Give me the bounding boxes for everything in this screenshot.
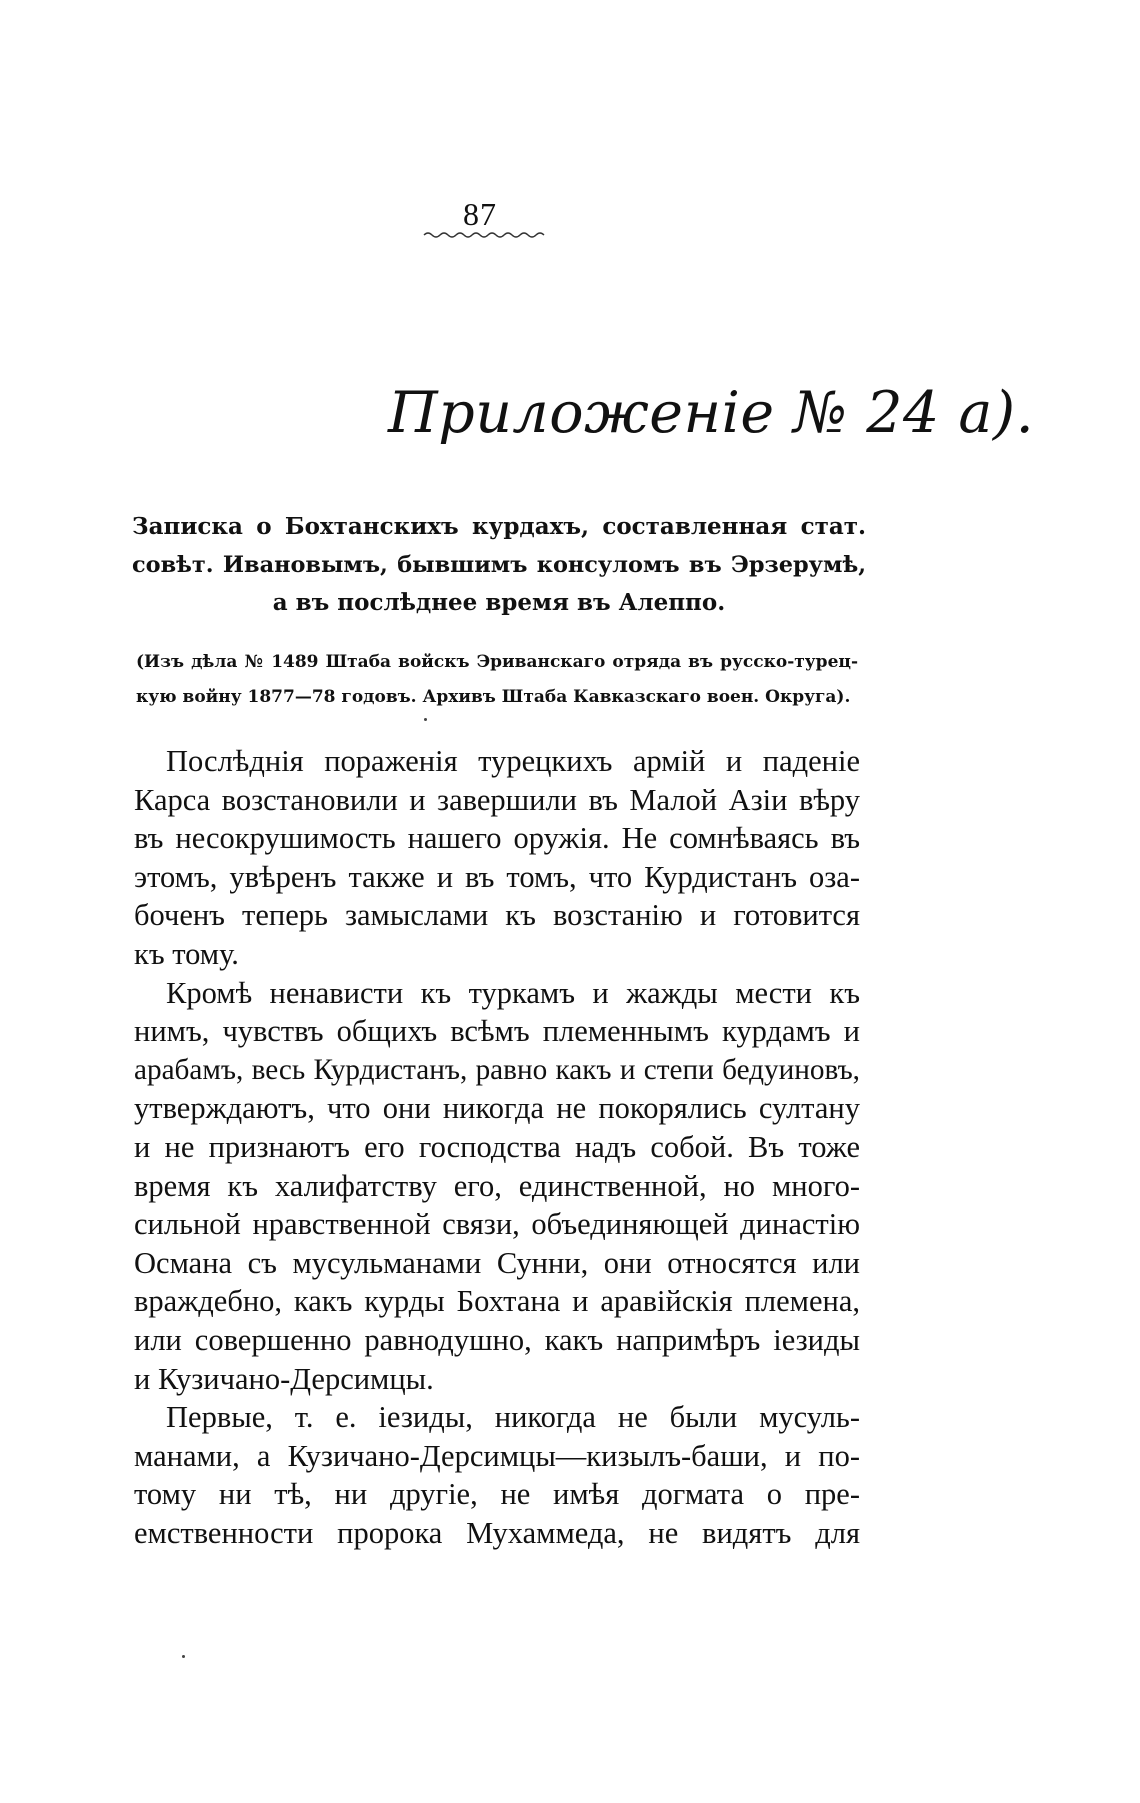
document-heading (132, 508, 866, 622)
text-line: и не признаютъ его господства надъ собой. Въ тоже (134, 1129, 860, 1164)
paragraph (134, 742, 860, 974)
text-line: арабамъ, весь Курдистанъ, равно какъ и степи бедуиновъ, (134, 1053, 860, 1086)
heading-line: а въ послѣднее время въ Алеппо. (272, 589, 726, 616)
text-line: къ тому. (134, 936, 239, 971)
text-line: время къ халифатству его, единственной, но много- (134, 1168, 860, 1203)
text-line: емственности пророка Мухаммеда, не видятъ для (134, 1515, 860, 1550)
text-line: тому ни тѣ, ни другiе, не имѣя догмата о пре- (134, 1477, 860, 1512)
text-line: нимъ, чувствъ общихъ всѣмъ племеннымъ курдамъ и (134, 1014, 860, 1049)
text-line: Карса возстановили и завершили въ Малой Азiи вѣру (134, 782, 860, 817)
text-line: боченъ теперь замыслами къ возстанiю и готовится (134, 898, 860, 933)
body-text (134, 742, 860, 1552)
text-line: въ несокрушимость нашего оружiя. Не сомнѣваясь въ (134, 821, 860, 856)
source-note (136, 645, 858, 715)
heading-line: совѣт. Ивановымъ, бывшимъ консуломъ въ Эрзерумѣ, (132, 552, 866, 578)
print-speck (182, 1655, 185, 1658)
text-line: утверждаютъ, что они никогда не покорялись султану (134, 1091, 860, 1126)
paragraph (134, 1398, 860, 1552)
text-line: Первые, т. е. iезиды, никогда не были мусуль- (166, 1400, 860, 1435)
paragraph (134, 974, 860, 1399)
text-line: враждебно, какъ курды Бохтана и аравiйскiя племена, (134, 1284, 860, 1319)
heading-line: Записка о Бохтанскихъ курдахъ, составленная стат. (132, 513, 866, 540)
page-number-rule (422, 228, 550, 240)
print-speck (424, 718, 427, 721)
text-line: сильной нравственной связи, объединяющей династiю (134, 1207, 860, 1242)
source-line: (Изъ дѣла № 1489 Штаба войскъ Эриванскаго отряда въ русско-турец- (136, 652, 858, 672)
text-line: Османа съ мусульманами Сунни, они относятся или (134, 1245, 860, 1280)
text-line: манами, а Кузичано-Дерсимцы—кизылъ-баши, и по- (134, 1438, 860, 1473)
appendix-title: Приложенiе № 24 а). (388, 380, 1035, 446)
page-number: 87 (463, 196, 497, 232)
text-line: Кромѣ ненависти къ туркамъ и жажды мести къ (166, 975, 860, 1010)
source-line: кую войну 1877—78 годовъ. Архивъ Штаба Кавказскаго воен. Округа). (136, 687, 851, 707)
text-line: Послѣднiя пораженiя турецкихъ армiй и паденiе (166, 744, 860, 778)
text-line: и Кузичано-Дерсимцы. (134, 1361, 434, 1396)
text-line: этомъ, увѣренъ также и въ томъ, что Курдистанъ оза- (134, 859, 860, 894)
text-line: или совершенно равнодушно, какъ напримѣръ iезиды (134, 1322, 860, 1357)
